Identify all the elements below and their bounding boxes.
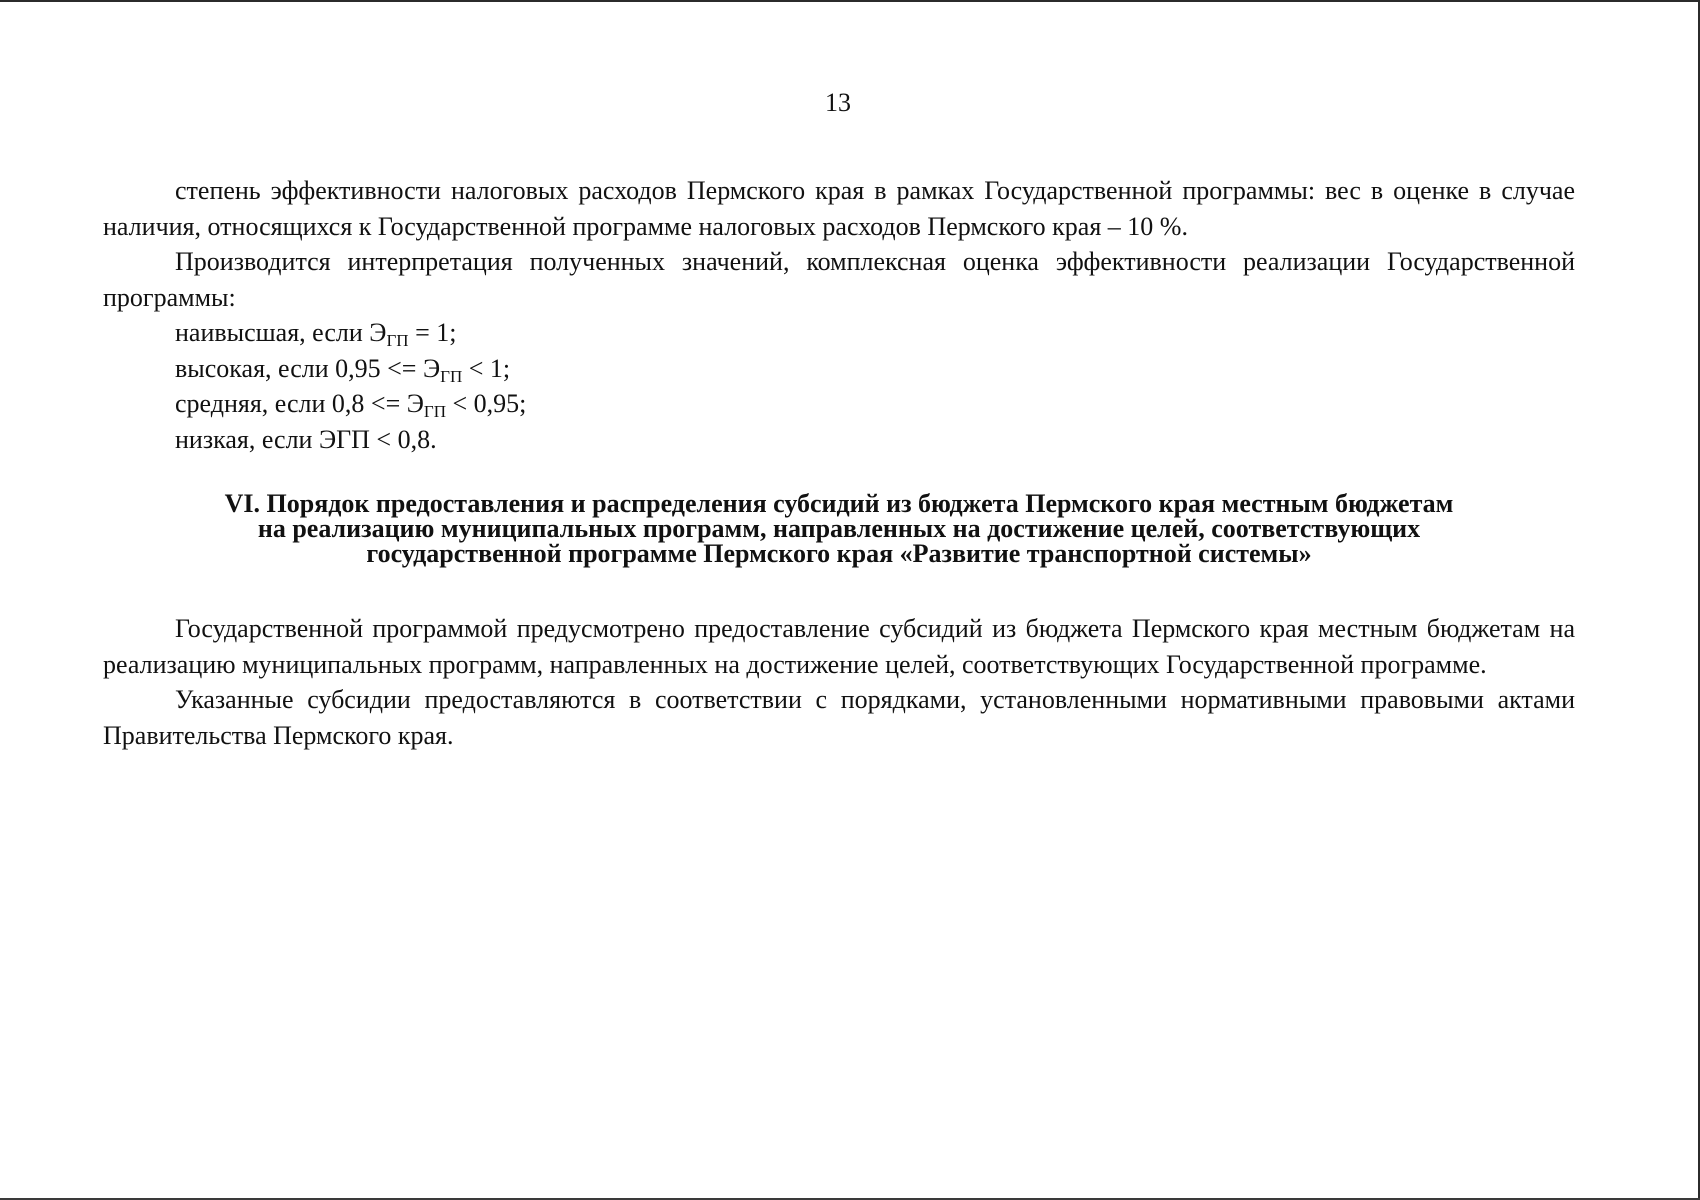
criterion-highest bbox=[103, 315, 1575, 351]
criterion-text: < 1; bbox=[462, 353, 511, 383]
scan-border-top bbox=[0, 0, 1700, 2]
section-vi-body bbox=[103, 611, 1575, 753]
section-heading-line: на реализацию муниципальных программ, направленных на достижение целей, соответствующих bbox=[257, 514, 1421, 543]
section-heading-line: государственной программе Пермского края «Развитие транспортной системы» bbox=[366, 539, 1312, 568]
subsidy-provision-paragraph: Государственной программой предусмотрено предоставление субсидий из бюджета Пермского края местным бюджетам на реализацию муниципальных программ, направленных на достижение целей, соответствующих Государственной программе. bbox=[103, 614, 1575, 679]
rating-criteria-list bbox=[103, 315, 1575, 457]
page-number: 13 bbox=[825, 88, 851, 117]
criterion-text: средняя, если 0,8 <= Э bbox=[175, 389, 424, 418]
criterion-subscript: ГП bbox=[386, 331, 409, 350]
section-vi-heading bbox=[103, 491, 1575, 566]
section-heading-line: VI. Порядок предоставления и распределения субсидий из бюджета Пермского края местным бюджетам bbox=[224, 489, 1454, 518]
criterion-text: наивысшая, если Э bbox=[175, 318, 387, 347]
tax-expenditure-paragraph: степень эффективности налоговых расходов Пермского края в рамках Государственной программы: вес в оценке в случае наличия, относящихся к Государственной программе налоговых расходов Пермского края – 10 %. bbox=[103, 176, 1575, 241]
criterion-text: < 0,95; bbox=[446, 389, 527, 418]
criterion-text: = 1; bbox=[408, 318, 457, 347]
criterion-medium bbox=[103, 386, 1575, 422]
criterion-subscript: ГП bbox=[440, 366, 463, 386]
criterion-subscript: ГП bbox=[423, 402, 447, 421]
document-body bbox=[103, 173, 1575, 753]
interpretation-paragraph: Производится интерпретация полученных значений, комплексная оценка эффективности реализации Государственной программы: bbox=[103, 247, 1575, 312]
criterion-text: высокая, если 0,95 <= Э bbox=[175, 353, 441, 383]
subsidy-procedure-paragraph: Указанные субсидии предоставляются в соответствии с порядками, установленными нормативными правовыми актами Правительства Пермского края. bbox=[103, 685, 1575, 750]
criterion-high bbox=[103, 351, 1575, 387]
criterion-text: низкая, если ЭГП < 0,8. bbox=[175, 424, 437, 454]
criterion-low bbox=[103, 422, 1575, 458]
